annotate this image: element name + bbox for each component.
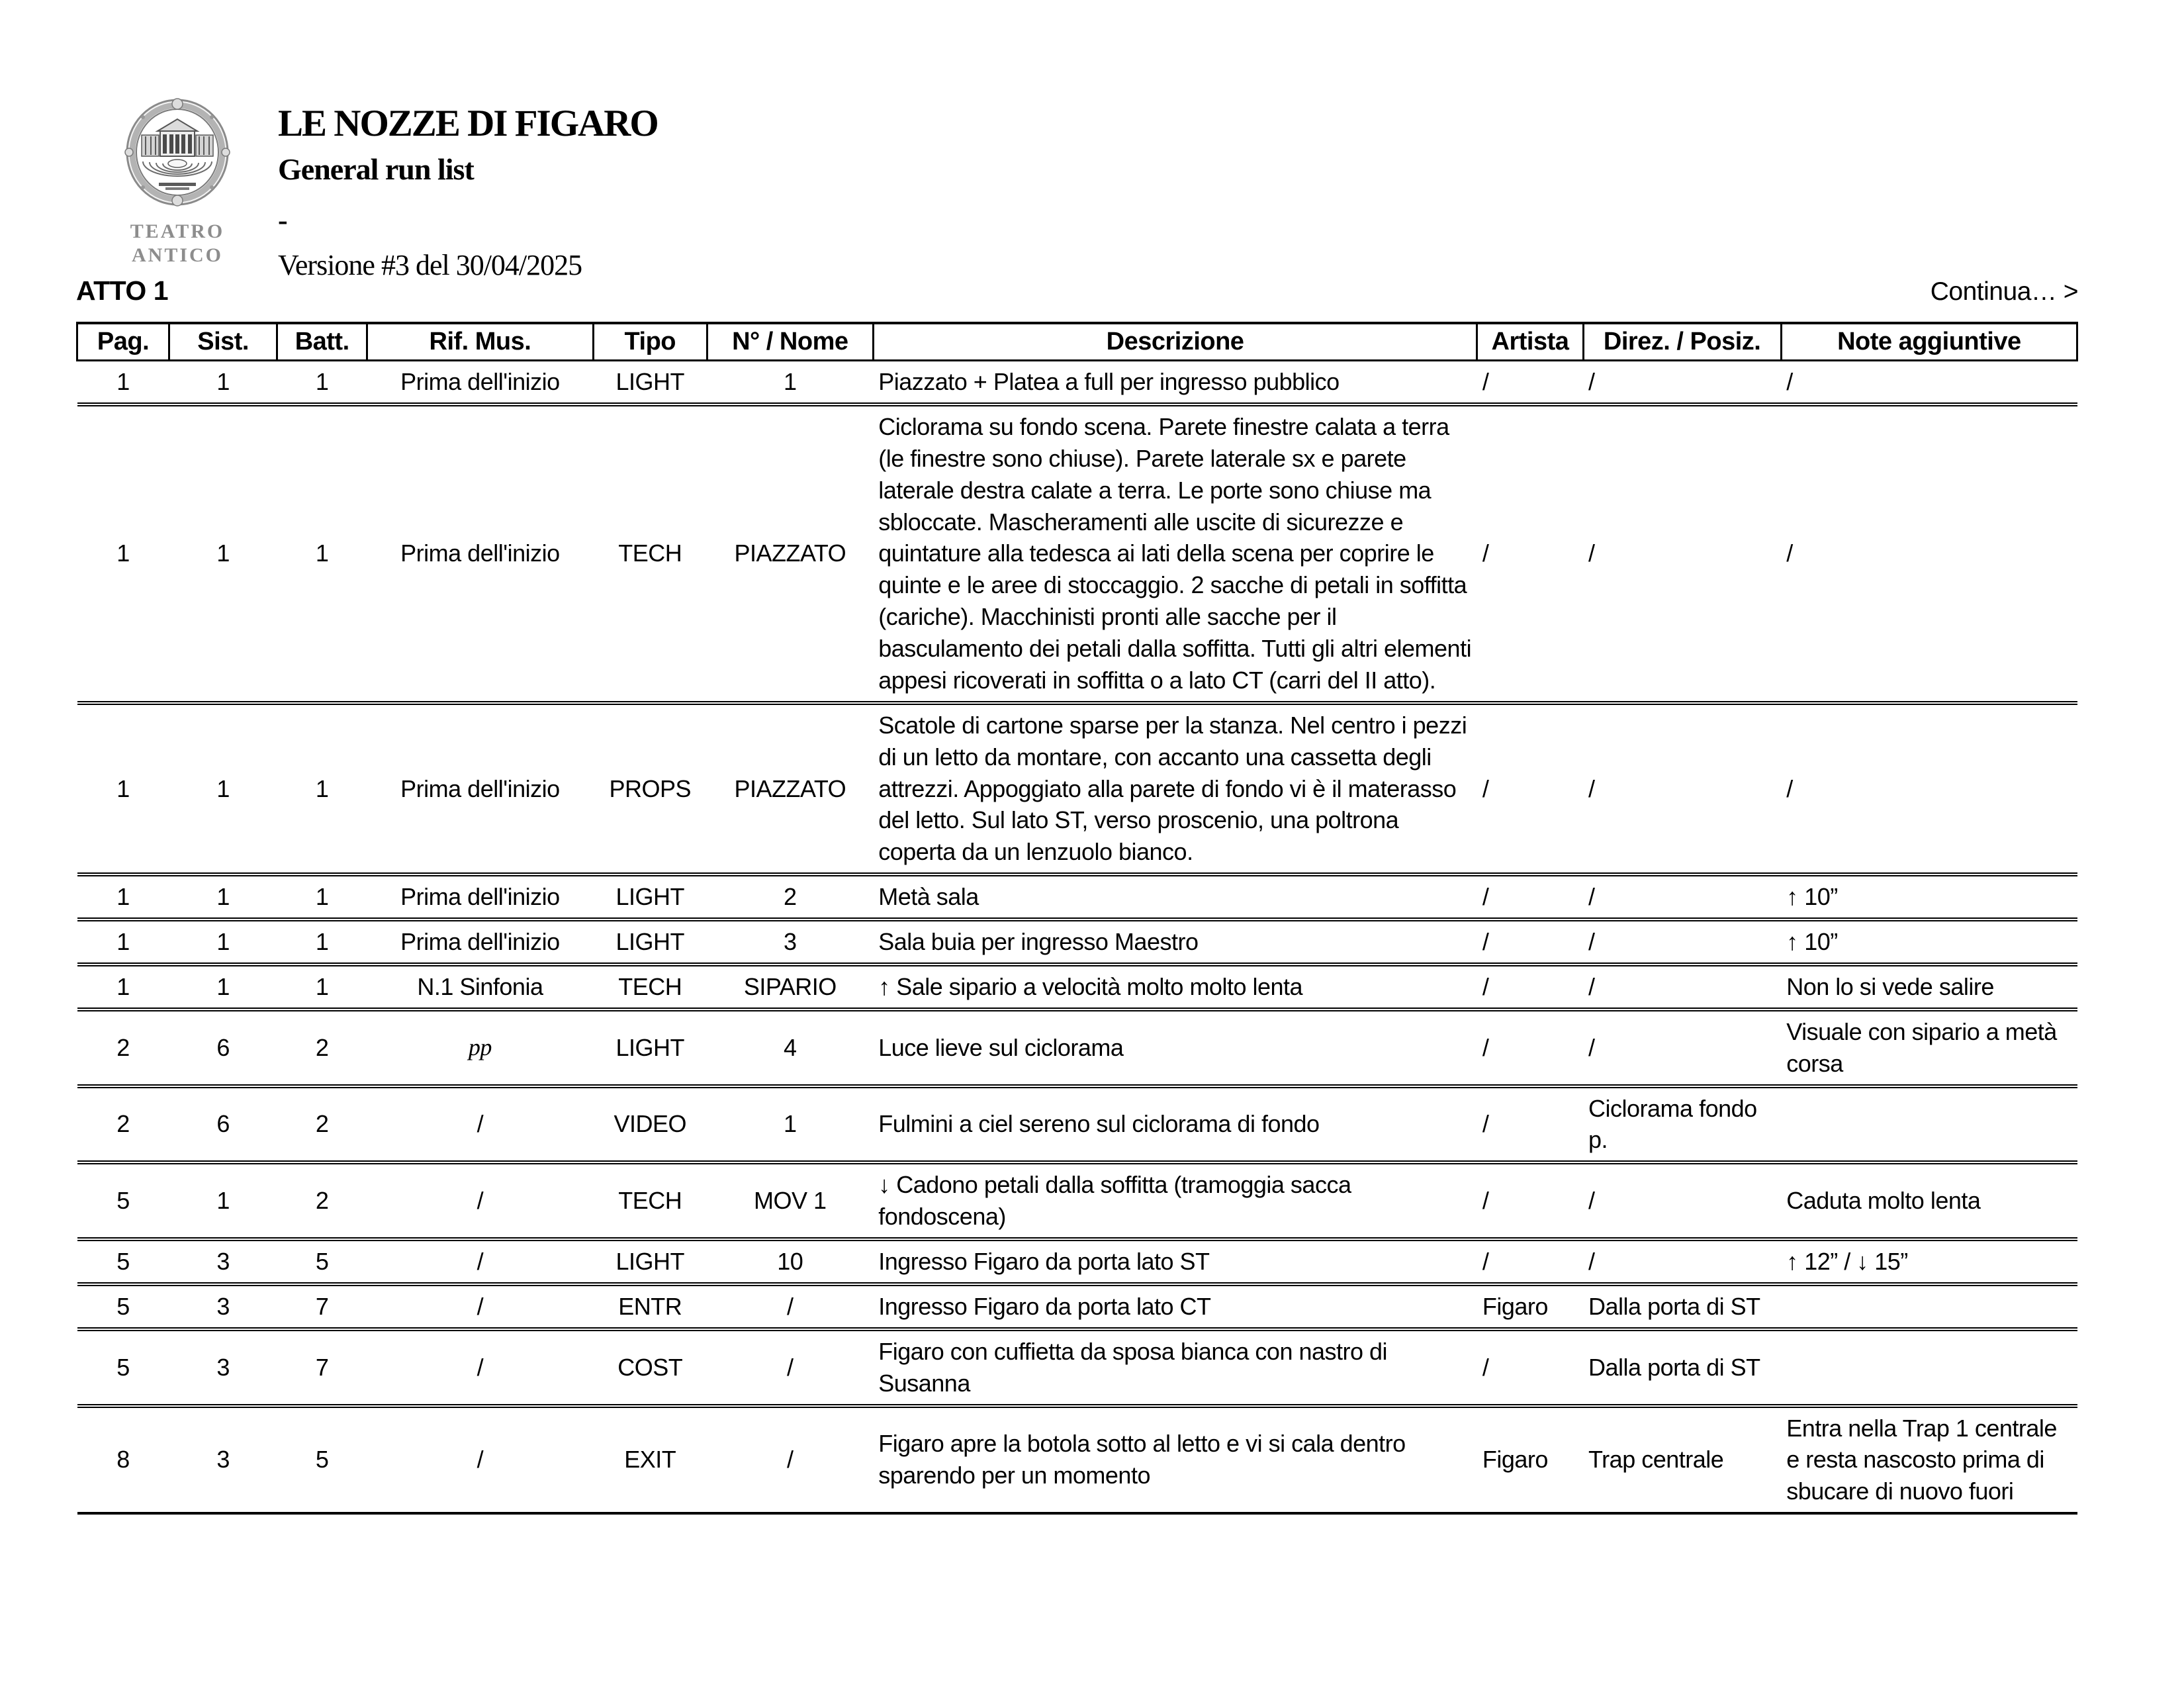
table-row (77, 1406, 2077, 1514)
cell-batt: 7 (277, 1329, 367, 1406)
cell-note: / (1781, 703, 2077, 874)
section-row (76, 275, 2078, 306)
cell-pag: 1 (77, 874, 169, 919)
cell-note: / (1781, 404, 2077, 703)
cell-pag: 5 (77, 1329, 169, 1406)
cell-sist: 1 (169, 874, 277, 919)
cell-pag: 1 (77, 919, 169, 964)
cell-pag: 1 (77, 361, 169, 404)
cell-desc: Figaro con cuffietta da sposa bianca con nastro di Susanna (873, 1329, 1477, 1406)
table-row (77, 1009, 2077, 1086)
cell-rif: N.1 Sinfonia (367, 964, 593, 1009)
cell-direz: Ciclorama fondo p. (1583, 1086, 1781, 1163)
cell-nome: MOV 1 (707, 1162, 873, 1239)
cell-direz: / (1583, 874, 1781, 919)
cell-batt: 2 (277, 1086, 367, 1163)
cell-pag: 8 (77, 1406, 169, 1514)
column-header-7: Artista (1477, 323, 1583, 361)
cell-nome: 1 (707, 361, 873, 404)
cell-rif: / (367, 1284, 593, 1329)
cell-pag: 2 (77, 1009, 169, 1086)
cell-pag: 5 (77, 1239, 169, 1284)
cell-desc: Fulmini a ciel sereno sul ciclorama di fondo (873, 1086, 1477, 1163)
cell-batt: 1 (277, 874, 367, 919)
cell-rif: pp (367, 1009, 593, 1086)
cell-direz: / (1583, 361, 1781, 404)
cell-desc: ↑ Sale sipario a velocità molto molto lenta (873, 964, 1477, 1009)
cell-sist: 1 (169, 703, 277, 874)
document-dash: - (278, 204, 288, 236)
cell-batt: 1 (277, 703, 367, 874)
cell-rif: Prima dell'inizio (367, 874, 593, 919)
cell-sist: 3 (169, 1239, 277, 1284)
cell-direz: Dalla porta di ST (1583, 1329, 1781, 1406)
column-header-4: Tipo (593, 323, 707, 361)
cell-note (1781, 1284, 2077, 1329)
cell-tipo: LIGHT (593, 1239, 707, 1284)
cell-tipo: TECH (593, 1162, 707, 1239)
table-row (77, 703, 2077, 874)
cell-direz: / (1583, 404, 1781, 703)
cell-sist: 6 (169, 1086, 277, 1163)
column-header-6: Descrizione (873, 323, 1477, 361)
cell-nome: PIAZZATO (707, 703, 873, 874)
cell-rif: / (367, 1162, 593, 1239)
cell-note: Caduta molto lenta (1781, 1162, 2077, 1239)
cell-tipo: EXIT (593, 1406, 707, 1514)
cell-direz: Trap centrale (1583, 1406, 1781, 1514)
cell-rif: / (367, 1329, 593, 1406)
table-row (77, 1086, 2077, 1163)
logo-caption-line1: TEATRO (130, 220, 225, 242)
cell-artista: / (1477, 361, 1583, 404)
table-row (77, 919, 2077, 964)
cell-sist: 1 (169, 1162, 277, 1239)
cell-tipo: COST (593, 1329, 707, 1406)
cell-pag: 1 (77, 964, 169, 1009)
cell-sist: 3 (169, 1329, 277, 1406)
cell-batt: 1 (277, 964, 367, 1009)
cell-artista: Figaro (1477, 1406, 1583, 1514)
column-header-8: Direz. / Posiz. (1583, 323, 1781, 361)
cell-rif: Prima dell'inizio (367, 361, 593, 404)
cell-artista: / (1477, 964, 1583, 1009)
cell-batt: 1 (277, 361, 367, 404)
cell-artista: / (1477, 1329, 1583, 1406)
cell-direz: Dalla porta di ST (1583, 1284, 1781, 1329)
table-row (77, 1284, 2077, 1329)
cell-sist: 3 (169, 1406, 277, 1514)
cell-note: ↑ 10” (1781, 919, 2077, 964)
cell-direz: / (1583, 1162, 1781, 1239)
cell-desc: Ciclorama su fondo scena. Parete finestre calata a terra (le finestre sono chiuse). Parete laterale sx e parete laterale destra calate a terra. Le porte sono chiuse ma sbloccate. Mascheramenti alle uscite di sicurezze e quintature alla tedesca ai lati della scena per coprire le quinte e le aree di stoccaggio. 2 sacche di petali in soffitta (cariche). Macchinisti pronti alle sacche per il basculamento dei petali dalla soffitta. Tutti gli altri elementi appesi ricoverati in soffitta o a lato CT (carri del II atto). (873, 404, 1477, 703)
teatro-antico-logo-icon (124, 98, 230, 209)
cell-nome: 4 (707, 1009, 873, 1086)
cell-rif: / (367, 1239, 593, 1284)
cell-direz: / (1583, 703, 1781, 874)
cell-pag: 5 (77, 1284, 169, 1329)
cell-direz: / (1583, 1009, 1781, 1086)
cell-nome: SIPARIO (707, 964, 873, 1009)
document-title: LE NOZZE DI FIGARO (278, 103, 658, 144)
cell-desc: Scatole di cartone sparse per la stanza. Nel centro i pezzi di un letto da montare, con accanto una cassetta degli attrezzi. Appoggiato alla parete di fondo vi è il materasso del letto. Sul lato ST, verso proscenio, una poltrona coperta da un lenzuolo bianco. (873, 703, 1477, 874)
cell-direz: / (1583, 964, 1781, 1009)
cell-tipo: VIDEO (593, 1086, 707, 1163)
cell-tipo: TECH (593, 964, 707, 1009)
cell-batt: 5 (277, 1406, 367, 1514)
cell-artista: / (1477, 1239, 1583, 1284)
document-subtitle: General run list (278, 152, 474, 186)
cell-tipo: LIGHT (593, 361, 707, 404)
column-header-2: Batt. (277, 323, 367, 361)
cell-rif: / (367, 1086, 593, 1163)
cell-nome: 10 (707, 1239, 873, 1284)
cell-tipo: LIGHT (593, 1009, 707, 1086)
cell-batt: 1 (277, 404, 367, 703)
cell-tipo: LIGHT (593, 919, 707, 964)
act-title: ATTO 1 (76, 275, 168, 306)
cell-nome: 3 (707, 919, 873, 964)
cell-artista: Figaro (1477, 1284, 1583, 1329)
table-header-row (77, 323, 2077, 361)
column-header-3: Rif. Mus. (367, 323, 593, 361)
cell-batt: 7 (277, 1284, 367, 1329)
run-list-table (76, 322, 2078, 1515)
cell-desc: Ingresso Figaro da porta lato ST (873, 1239, 1477, 1284)
column-header-1: Sist. (169, 323, 277, 361)
table-row (77, 964, 2077, 1009)
cell-nome: / (707, 1329, 873, 1406)
cell-artista: / (1477, 874, 1583, 919)
cell-nome: / (707, 1406, 873, 1514)
table-row (77, 874, 2077, 919)
cell-artista: / (1477, 404, 1583, 703)
cell-rif: Prima dell'inizio (367, 703, 593, 874)
cell-nome: / (707, 1284, 873, 1329)
cell-nome: PIAZZATO (707, 404, 873, 703)
cell-note: Visuale con sipario a metà corsa (1781, 1009, 2077, 1086)
cell-artista: / (1477, 703, 1583, 874)
cell-desc: Piazzato + Platea a full per ingresso pubblico (873, 361, 1477, 404)
document-title-block (278, 105, 658, 280)
cell-desc: Luce lieve sul ciclorama (873, 1009, 1477, 1086)
cell-sist: 6 (169, 1009, 277, 1086)
theater-logo-block (121, 98, 234, 267)
cell-sist: 1 (169, 404, 277, 703)
cell-nome: 2 (707, 874, 873, 919)
cell-rif: / (367, 1406, 593, 1514)
logo-caption-line2: ANTICO (131, 244, 223, 266)
cell-batt: 2 (277, 1009, 367, 1086)
cell-pag: 1 (77, 404, 169, 703)
cell-tipo: ENTR (593, 1284, 707, 1329)
cell-desc: Metà sala (873, 874, 1477, 919)
cell-tipo: LIGHT (593, 874, 707, 919)
cell-desc: Sala buia per ingresso Maestro (873, 919, 1477, 964)
cell-sist: 1 (169, 964, 277, 1009)
cell-note: ↑ 10” (1781, 874, 2077, 919)
column-header-9: Note aggiuntive (1781, 323, 2077, 361)
cell-artista: / (1477, 1086, 1583, 1163)
cell-tipo: PROPS (593, 703, 707, 874)
cell-note: Non lo si vede salire (1781, 964, 2077, 1009)
cell-rif: Prima dell'inizio (367, 404, 593, 703)
cell-sist: 1 (169, 919, 277, 964)
table-row (77, 1239, 2077, 1284)
column-header-5: N° / Nome (707, 323, 873, 361)
cell-artista: / (1477, 919, 1583, 964)
cell-note: Entra nella Trap 1 centrale e resta nascosto prima di sbucare di nuovo fuori (1781, 1406, 2077, 1514)
cell-note (1781, 1086, 2077, 1163)
column-header-0: Pag. (77, 323, 169, 361)
cell-note: / (1781, 361, 2077, 404)
cell-desc: Ingresso Figaro da porta lato CT (873, 1284, 1477, 1329)
cell-pag: 5 (77, 1162, 169, 1239)
cell-batt: 2 (277, 1162, 367, 1239)
table-row (77, 404, 2077, 703)
cell-note: ↑ 12” / ↓ 15” (1781, 1239, 2077, 1284)
cell-rif: Prima dell'inizio (367, 919, 593, 964)
document-version: Versione #3 del 30/04/2025 (278, 249, 582, 281)
cell-note (1781, 1329, 2077, 1406)
cell-pag: 2 (77, 1086, 169, 1163)
cell-nome: 1 (707, 1086, 873, 1163)
cell-artista: / (1477, 1162, 1583, 1239)
table-row (77, 1329, 2077, 1406)
continua-label: Continua… > (1930, 277, 2078, 306)
cell-batt: 5 (277, 1239, 367, 1284)
cell-sist: 1 (169, 361, 277, 404)
cell-desc: Figaro apre la botola sotto al letto e vi si cala dentro sparendo per un momento (873, 1406, 1477, 1514)
cell-sist: 3 (169, 1284, 277, 1329)
cell-direz: / (1583, 919, 1781, 964)
cell-desc: ↓ Cadono petali dalla soffitta (tramoggia sacca fondoscena) (873, 1162, 1477, 1239)
cell-tipo: TECH (593, 404, 707, 703)
table-row (77, 1162, 2077, 1239)
cell-artista: / (1477, 1009, 1583, 1086)
cell-batt: 1 (277, 919, 367, 964)
table-row (77, 361, 2077, 404)
cell-direz: / (1583, 1239, 1781, 1284)
cell-pag: 1 (77, 703, 169, 874)
